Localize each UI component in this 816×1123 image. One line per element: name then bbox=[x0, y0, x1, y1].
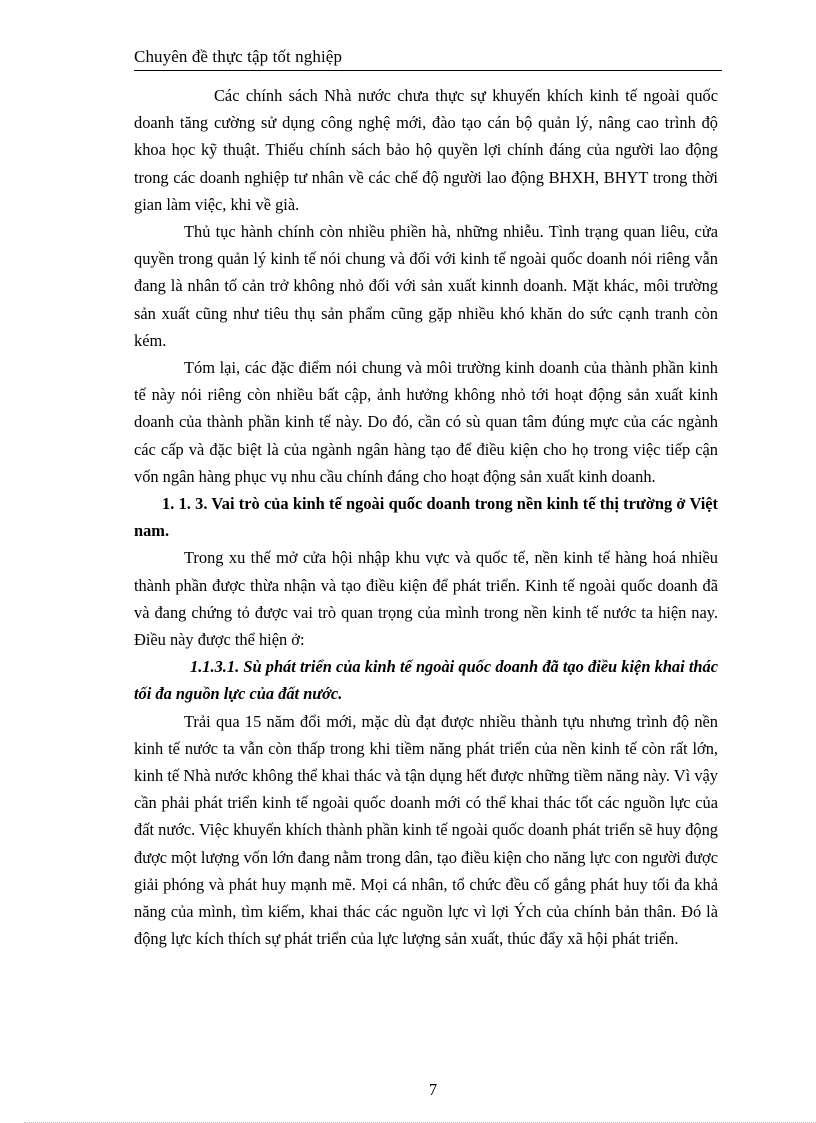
paragraph-integration-trend: Trong xu thế mở cửa hội nhập khu vực và quốc tế, nền kinh tế hàng hoá nhiều thành phần được thừa nhận và tạo điều kiện để phát triển. Kinh tế ngoài quốc doanh đã và đang chứng tỏ được vai trò quan trọng của mình trong nền kinh tế nước ta hiện nay. Điều này được thể hiện ở: bbox=[134, 548, 718, 650]
document-body bbox=[134, 82, 718, 953]
paragraph-resource-exploitation: Trải qua 15 năm đổi mới, mặc dù đạt được nhiều thành tựu nhưng trình độ nền kinh tế nước ta vẫn còn thấp trong khi tiềm năng phát triển của nền kinh tế còn rất lớn, kinh tế Nhà nước không thể khai thác và tận dụng hết được những tiềm năng này. Vì vậy cần phải phát triển kinh tế ngoài quốc doanh mới có thể khai thác tốt các nguồn lực của đất nước. Việc khuyến khích thành phần kinh tế ngoài quốc doanh phát triển sẽ huy động được một lượng vốn lớn đang nằm trong dân, tạo điều kiện cho năng lực con người được giải phóng và phát huy mạnh mẽ. Mọi cá nhân, tổ chức đều cố gắng phát huy tối đa khả năng của mình, tìm kiếm, khai thác các nguồn lực vì lợi Ých của chính bản thân. Đó là động lực kích thích sự phát triển của lực lượng sản xuất, thúc đẩy xã hội phát triển. bbox=[134, 711, 718, 949]
paragraph-summary: Tóm lại, các đặc điểm nói chung và môi trường kinh doanh của thành phần kinh tế này nói riêng còn nhiều bất cập, ảnh hưởng không nhỏ tới hoạt động sản xuất kinh doanh của thành phần kinh tế này. Do đó, cần có sù quan tâm đúng mực của các ngành các cấp và đặc biệt là của ngành ngân hàng tạo để điều kiện cho họ trong việc tiếp cận vốn ngân hàng phục vụ nhu cầu chính đáng cho hoạt động sản xuất kinh doanh. bbox=[134, 358, 718, 486]
paragraph-administrative-procedures: Thủ tục hành chính còn nhiều phiền hà, những nhiễu. Tình trạng quan liêu, cửa quyền trong quản lý kinh tế nói chung và đối với kinh tế ngoài quốc doanh nói riêng vẫn đang là nhân tố cản trở không nhỏ đối với sản xuất kinnh doanh. Mặt khác, môi trường sản xuất cũng như tiêu thụ sản phẩm cũng gặp nhiều khó khăn do sức cạnh tranh còn kém. bbox=[134, 222, 718, 350]
subsection-heading: 1.1.3.1. Sù phát triển của kinh tế ngoài quốc doanh đã tạo điều kiện khai thác tối đa nguồn lực của đất nước. bbox=[134, 657, 718, 704]
header-title: Chuyên đề thực tập tốt nghiệp bbox=[134, 47, 343, 66]
page-number: 7 bbox=[428, 1080, 438, 1099]
running-header bbox=[134, 46, 722, 71]
paragraph-policy: Các chính sách Nhà nước chưa thực sự khuyến khích kinh tế ngoài quốc doanh tăng cường sử dụng công nghệ mới, đào tạo cán bộ quản lý, nâng cao trình độ khoa học kỹ thuật. Thiếu chính sách bảo hộ quyền lợi chính đáng của người lao động trong các doanh nghiệp tư nhân về các chế độ người lao động BHXH, BHYT trong thời gian làm việc, khi về già. bbox=[134, 86, 718, 214]
section-heading: 1. 1. 3. Vai trò của kinh tế ngoài quốc doanh trong nền kinh tế thị trường ở Việt nam. bbox=[134, 494, 718, 541]
